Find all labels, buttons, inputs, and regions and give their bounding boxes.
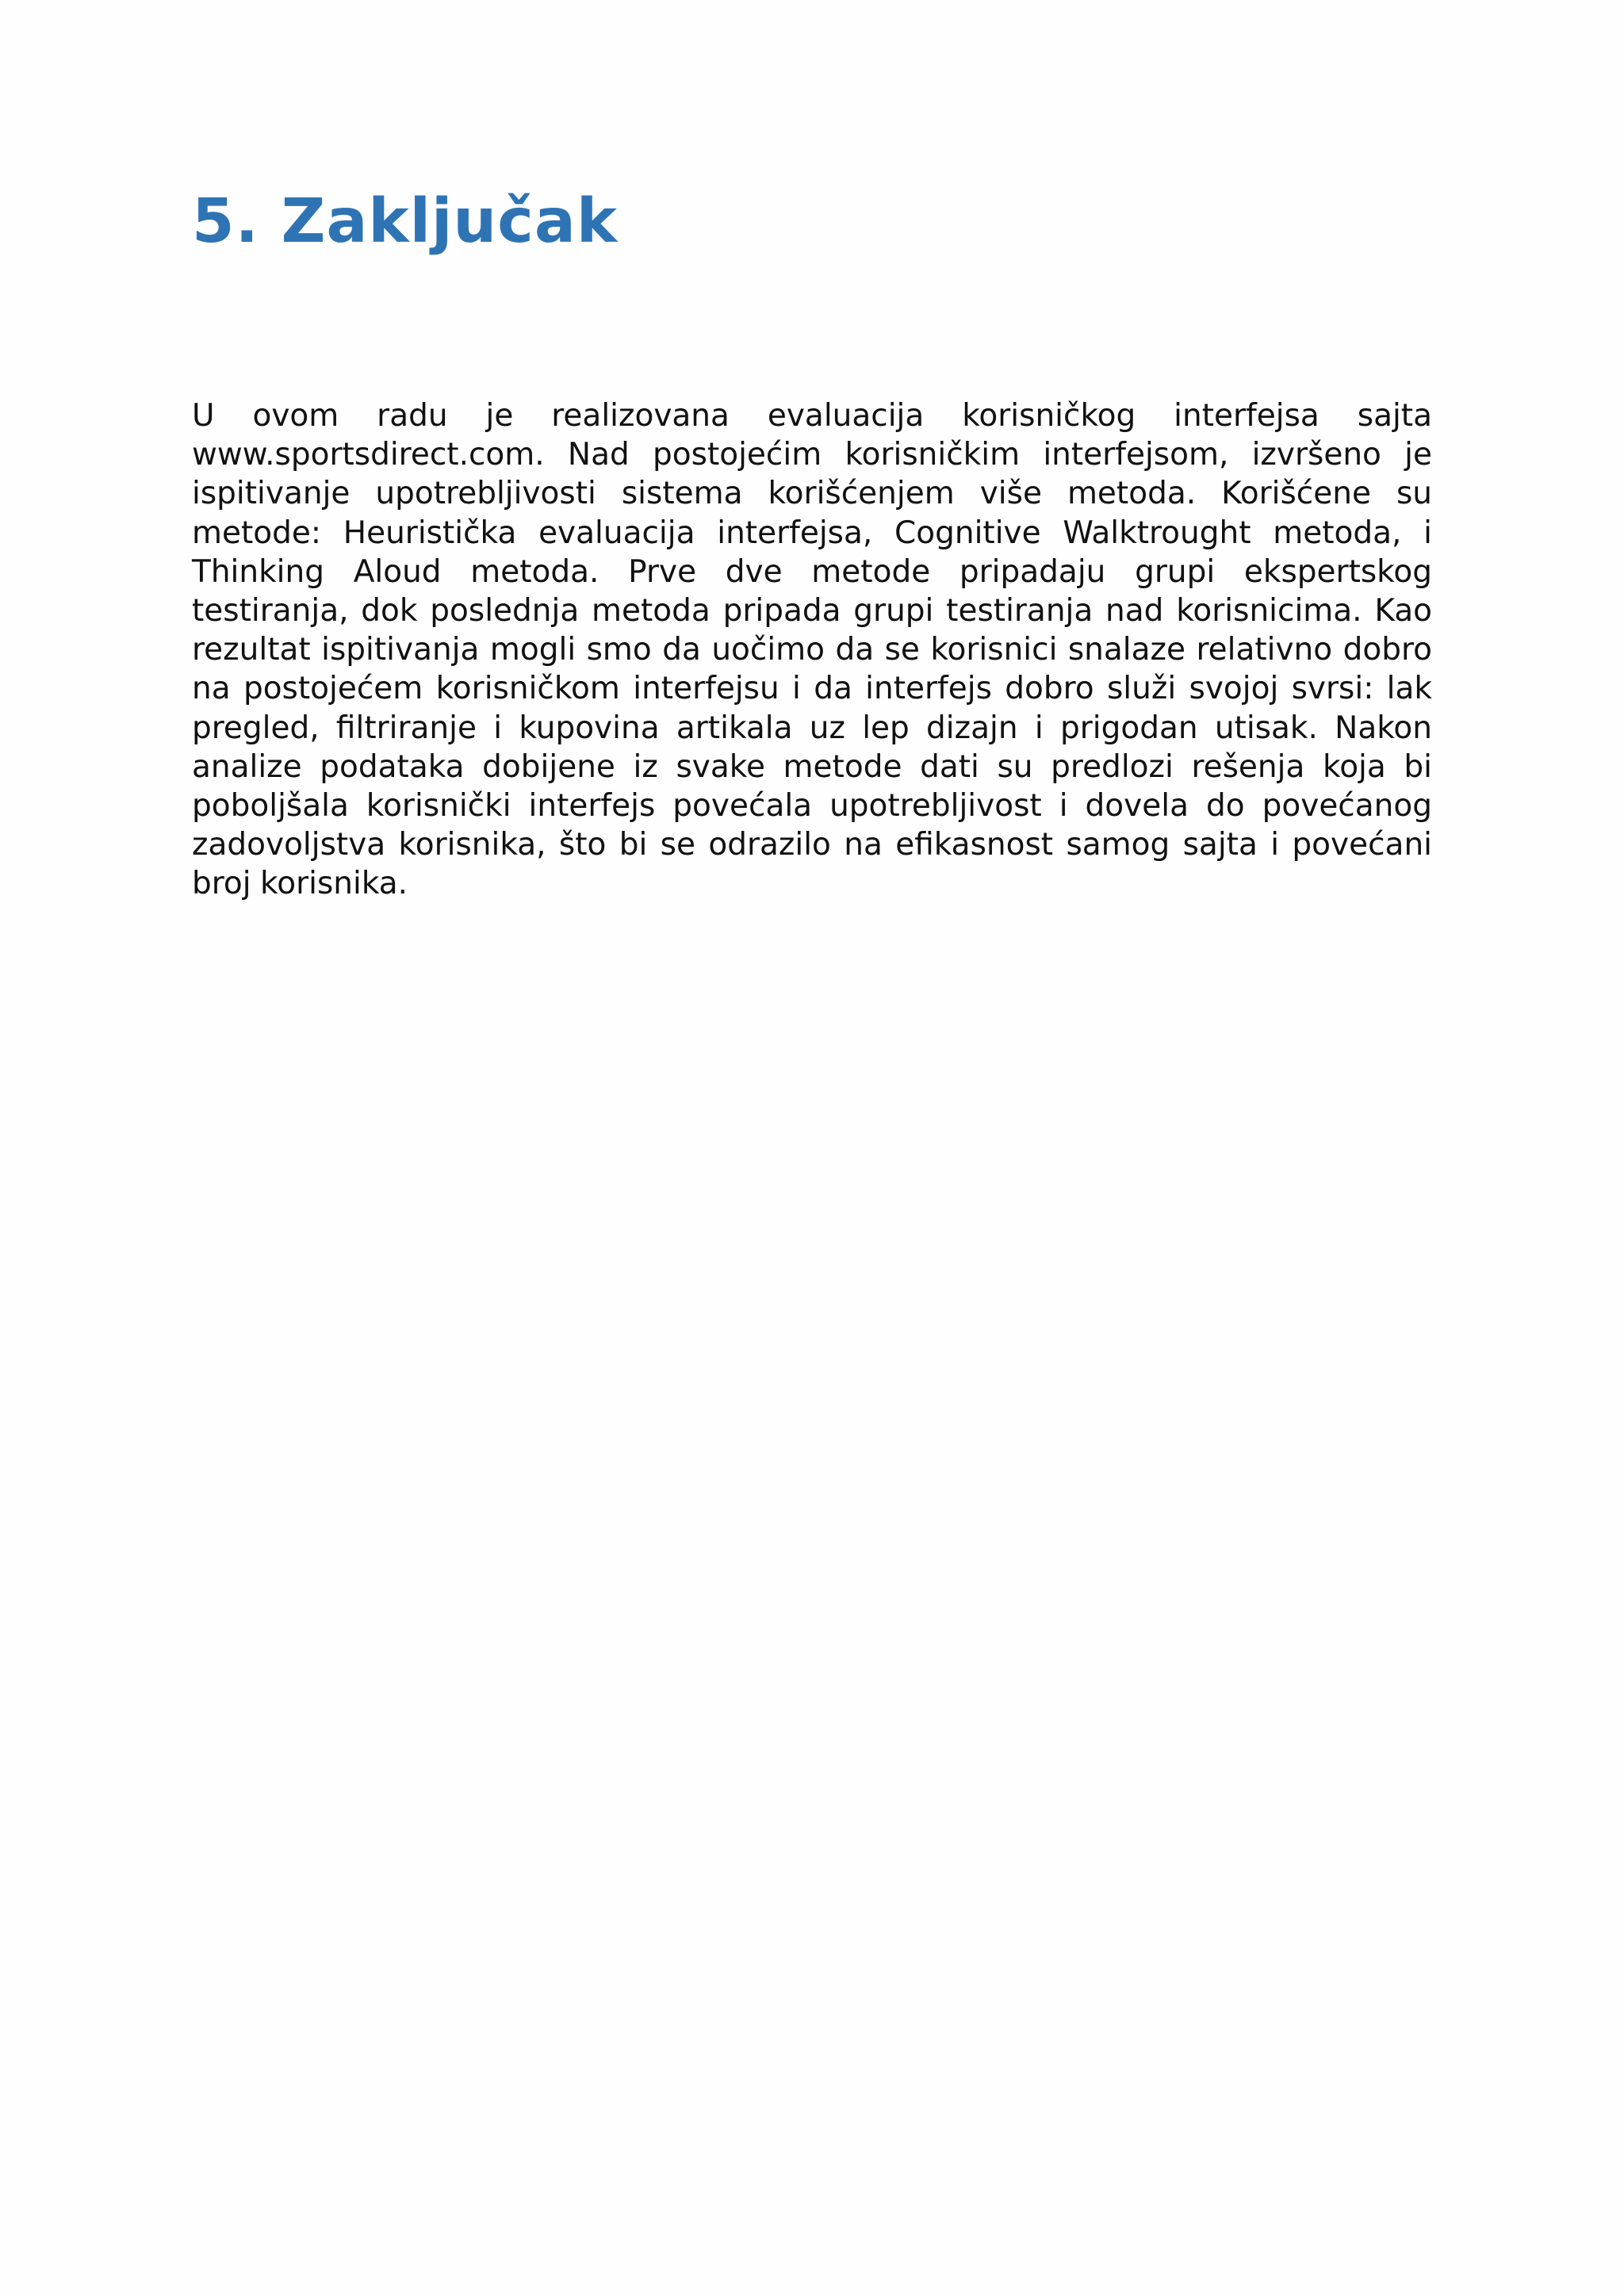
section-heading: 5. Zaključak xyxy=(192,186,619,257)
conclusion-paragraph: U ovom radu je realizovana evaluacija korisničkog interfejsa sajta www.sportsdirect.com. Nad postojećim korisničkim interfejsom, izvršeno je ispitivanje upotrebljivosti sistema korišćenjem više metoda. Korišćene su metode: Heuristička evaluacija interfejsa, Cognitive Walktrought metoda, i Thinking Aloud metoda. Prve dve metode pripadaju grupi ekspertskog testiranja, dok poslednja metoda pripada grupi testiranja nad korisnicima. Kao rezultat ispitivanja mogli smo da uočimo da se korisnici snalaze relativno dobro na postojećem korisničkom interfejsu i da interfejs dobro služi svojoj svrsi: lak pregled, filtriranje i kupovina artikala uz lep dizajn i prigodan utisak. Nakon analize podataka dobijene iz svake metode dati su predlozi rešenja koja bi poboljšala korisnički interfejs povećala upotrebljivost i dovela do povećanog zadovoljstva korisnika, što bi se odrazilo na efikasnost samog sajta i povećani broj korisnika. xyxy=(192,398,1432,902)
